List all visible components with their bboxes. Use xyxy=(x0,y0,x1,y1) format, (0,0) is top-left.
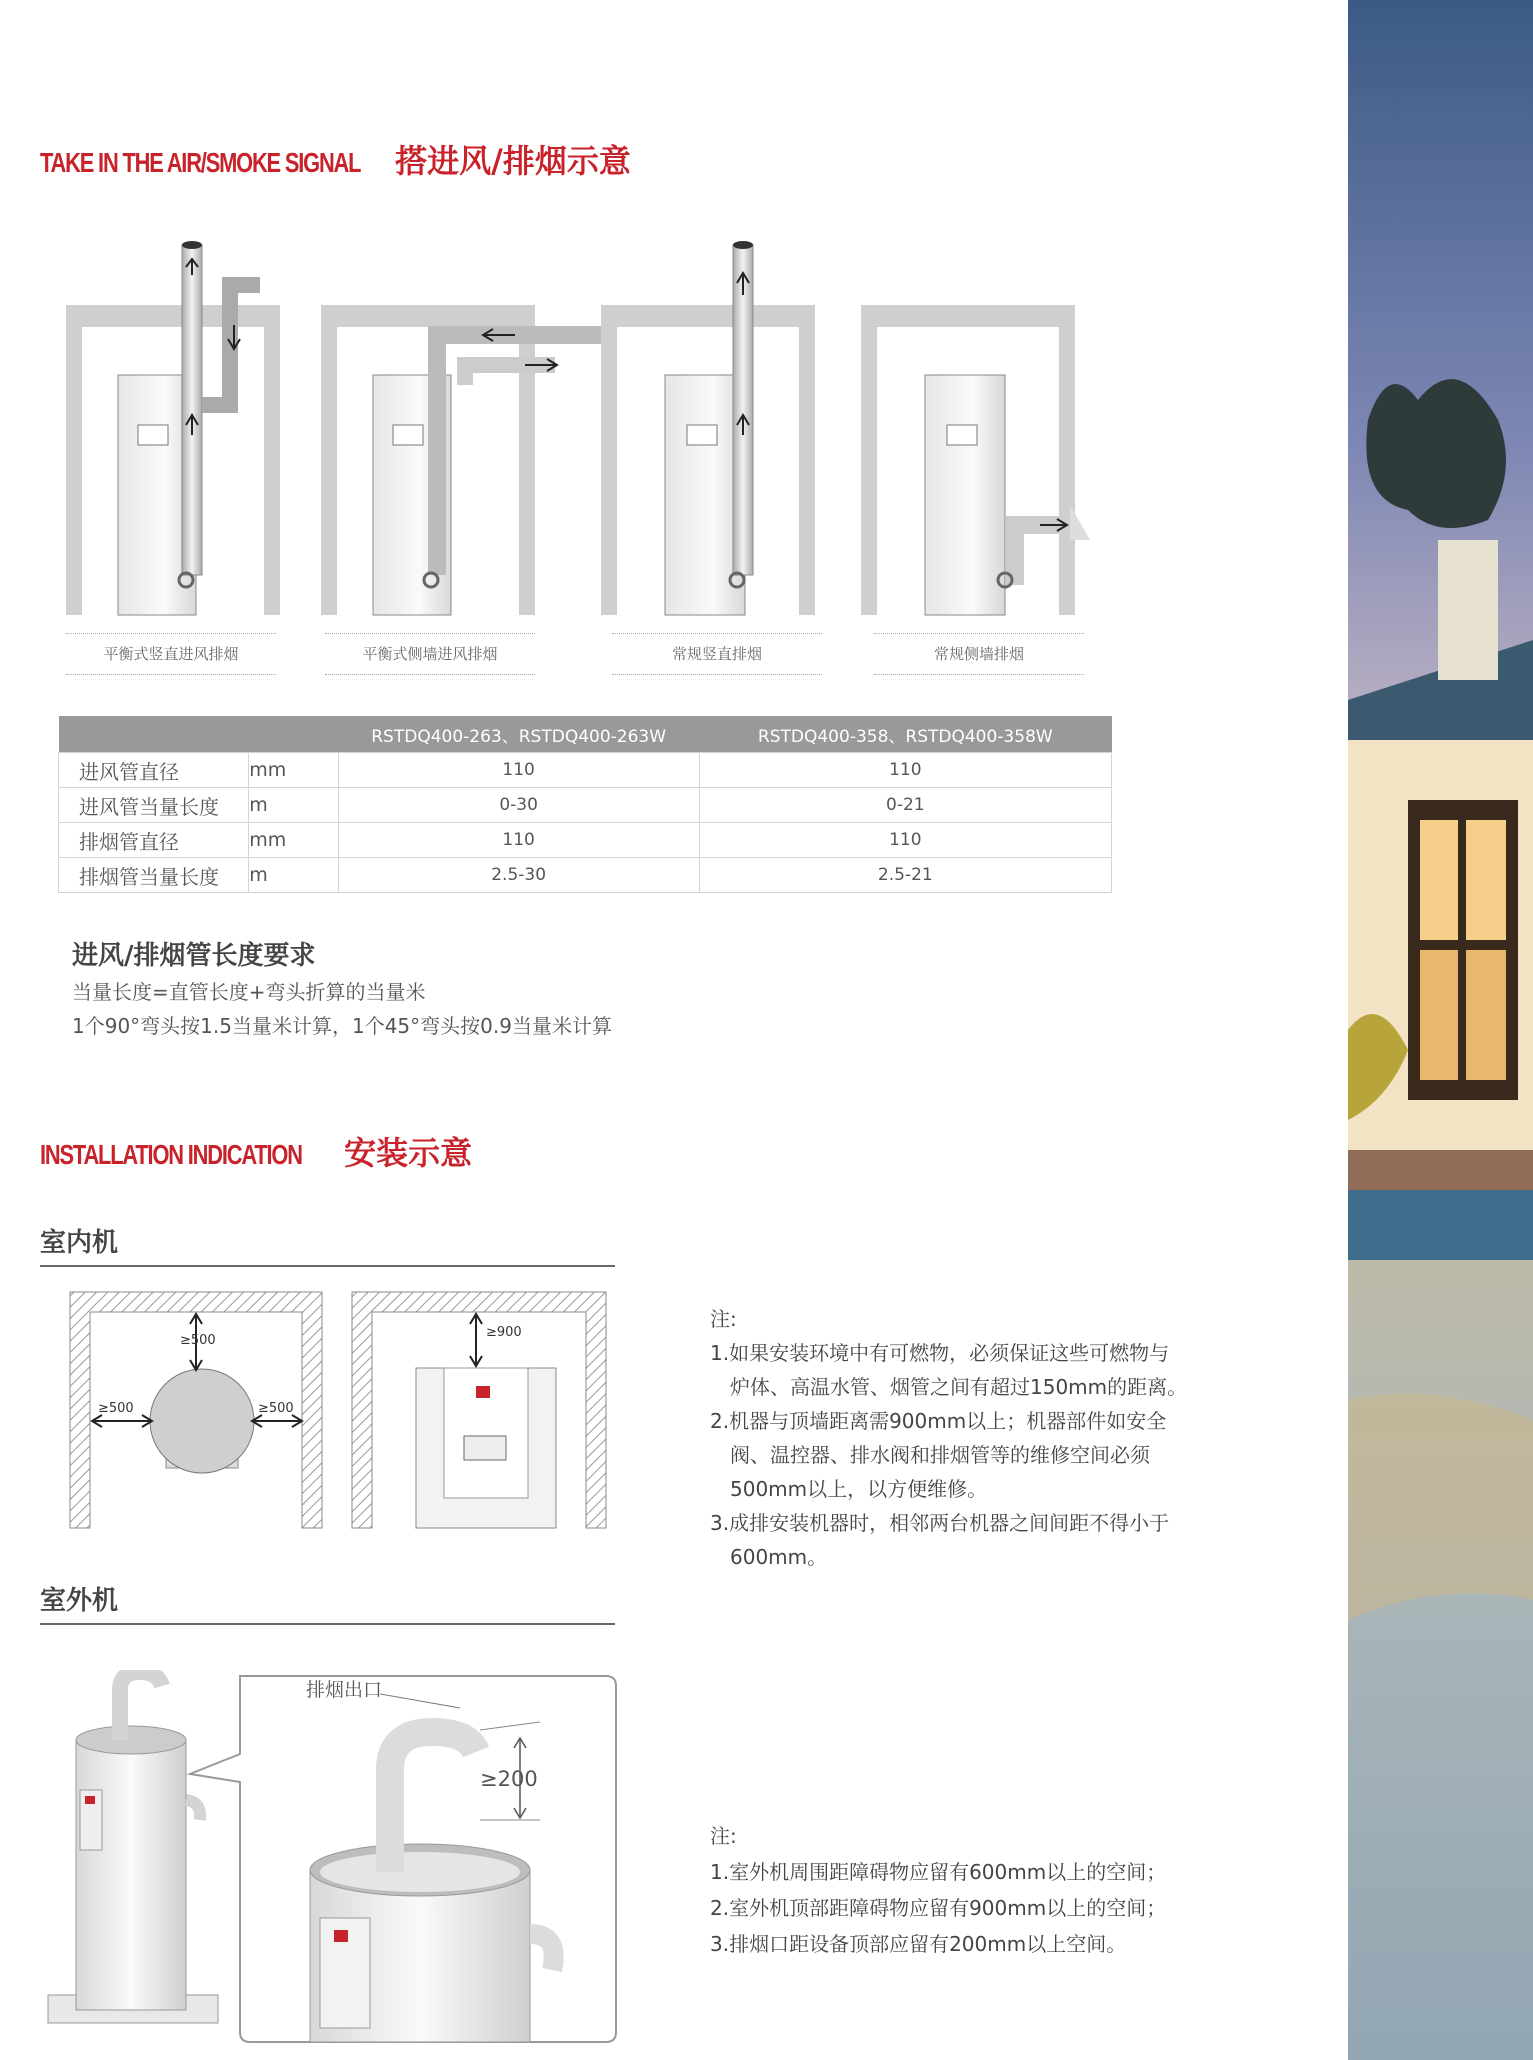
table-header-model-a: RSTDQ400-263、RSTDQ400-263W xyxy=(338,716,699,753)
diagram-balanced-vertical xyxy=(66,241,280,615)
row-value-a: 2.5-30 xyxy=(338,858,699,893)
row-name: 排烟管直径 xyxy=(59,823,249,858)
row-value-b: 110 xyxy=(699,753,1111,788)
indoor-clearance-diagram xyxy=(66,1288,626,1536)
dim-500-top: ≥500 xyxy=(180,1333,216,1348)
row-value-b: 0-21 xyxy=(699,788,1111,823)
row-name: 排烟管当量长度 xyxy=(59,858,249,893)
row-unit: mm xyxy=(249,823,338,858)
section-title-en: INSTALLATION INDICATION xyxy=(40,1139,302,1170)
table-header-model-b: RSTDQ400-358、RSTDQ400-358W xyxy=(699,716,1111,753)
exhaust-outlet-label: 排烟出口 xyxy=(306,1679,383,1701)
indoor-note-line: 1.如果安装环境中有可燃物，必须保证这些可燃物与 xyxy=(710,1341,1170,1365)
diagram-balanced-sidewall xyxy=(321,305,605,615)
table-row xyxy=(59,823,1112,858)
row-name: 进风管直径 xyxy=(59,753,249,788)
pipe-req-line2: 1个90°弯头按1.5当量米计算，1个45°弯头按0.9当量米计算 xyxy=(72,1014,612,1038)
row-name: 进风管当量长度 xyxy=(59,788,249,823)
table-header-cell xyxy=(59,716,249,753)
diagram-conventional-vertical xyxy=(601,241,815,615)
row-unit: m xyxy=(249,788,338,823)
caption-conventional-vertical: 常规竖直排烟 xyxy=(612,633,822,675)
caption-balanced-sidewall: 平衡式侧墙进风排烟 xyxy=(325,633,535,675)
diagram-conventional-sidewall xyxy=(861,305,1090,615)
outdoor-unit-diagram xyxy=(40,1670,630,2050)
dim-900: ≥900 xyxy=(486,1325,522,1340)
row-unit: mm xyxy=(249,753,338,788)
table-row xyxy=(59,858,1112,893)
indoor-note-line: 阀、温控器、排水阀和排烟管等的维修空间必须 xyxy=(730,1443,1150,1467)
indoor-note xyxy=(710,1302,1230,1574)
flue-diagrams xyxy=(60,235,1120,635)
dim-500-right: ≥500 xyxy=(258,1401,294,1416)
row-value-a: 110 xyxy=(338,753,699,788)
section-title-en: TAKE IN THE AIR/SMOKE SIGNAL xyxy=(40,147,361,178)
table-header-row xyxy=(59,716,1112,753)
caption-conventional-sidewall: 常规侧墙排烟 xyxy=(874,633,1084,675)
outdoor-note-line: 1.室外机周围距障碍物应留有600mm以上的空间； xyxy=(710,1860,1167,1884)
indoor-note-line: 600mm。 xyxy=(730,1545,828,1569)
section-title-zh: 安装示意 xyxy=(344,1134,473,1172)
outdoor-note-line: 3.排烟口距设备顶部应留有200mm以上空间。 xyxy=(710,1932,1127,1956)
row-value-a: 110 xyxy=(338,823,699,858)
section-title-air-smoke xyxy=(40,136,631,182)
pipe-req-line1: 当量长度=直管长度+弯头折算的当量米 xyxy=(72,980,426,1004)
section-title-zh: 搭进风/排烟示意 xyxy=(395,142,631,180)
row-value-b: 110 xyxy=(699,823,1111,858)
indoor-note-line: 500mm以上，以方便维修。 xyxy=(730,1477,988,1501)
table-row xyxy=(59,788,1112,823)
section-title-installation xyxy=(40,1128,472,1174)
dim-500-left: ≥500 xyxy=(98,1401,134,1416)
pipe-req-title: 进风/排烟管长度要求 xyxy=(72,941,316,971)
table-header-cell xyxy=(249,716,338,753)
dim-200: ≥200 xyxy=(480,1767,538,1791)
row-value-a: 0-30 xyxy=(338,788,699,823)
indoor-label: 室内机 xyxy=(40,1222,615,1267)
table-row xyxy=(59,753,1112,788)
spec-table xyxy=(58,716,1112,893)
house-photo xyxy=(1348,0,1533,2060)
indoor-note-line: 3.成排安装机器时，相邻两台机器之间间距不得小于 xyxy=(710,1511,1170,1535)
outdoor-note-line: 2.室外机顶部距障碍物应留有900mm以上的空间； xyxy=(710,1896,1167,1920)
indoor-note-line: 2.机器与顶墙距离需900mm以上；机器部件如安全 xyxy=(710,1409,1167,1433)
caption-balanced-vertical: 平衡式竖直进风排烟 xyxy=(66,633,276,675)
indoor-note-line: 炉体、高温水管、烟管之间有超过150mm的距离。 xyxy=(730,1375,1188,1399)
row-unit: m xyxy=(249,858,338,893)
row-value-b: 2.5-21 xyxy=(699,858,1111,893)
indoor-note-head: 注: xyxy=(710,1307,737,1331)
outdoor-note-head: 注: xyxy=(710,1824,737,1848)
outdoor-label: 室外机 xyxy=(40,1580,615,1625)
outdoor-note xyxy=(710,1818,1270,1962)
